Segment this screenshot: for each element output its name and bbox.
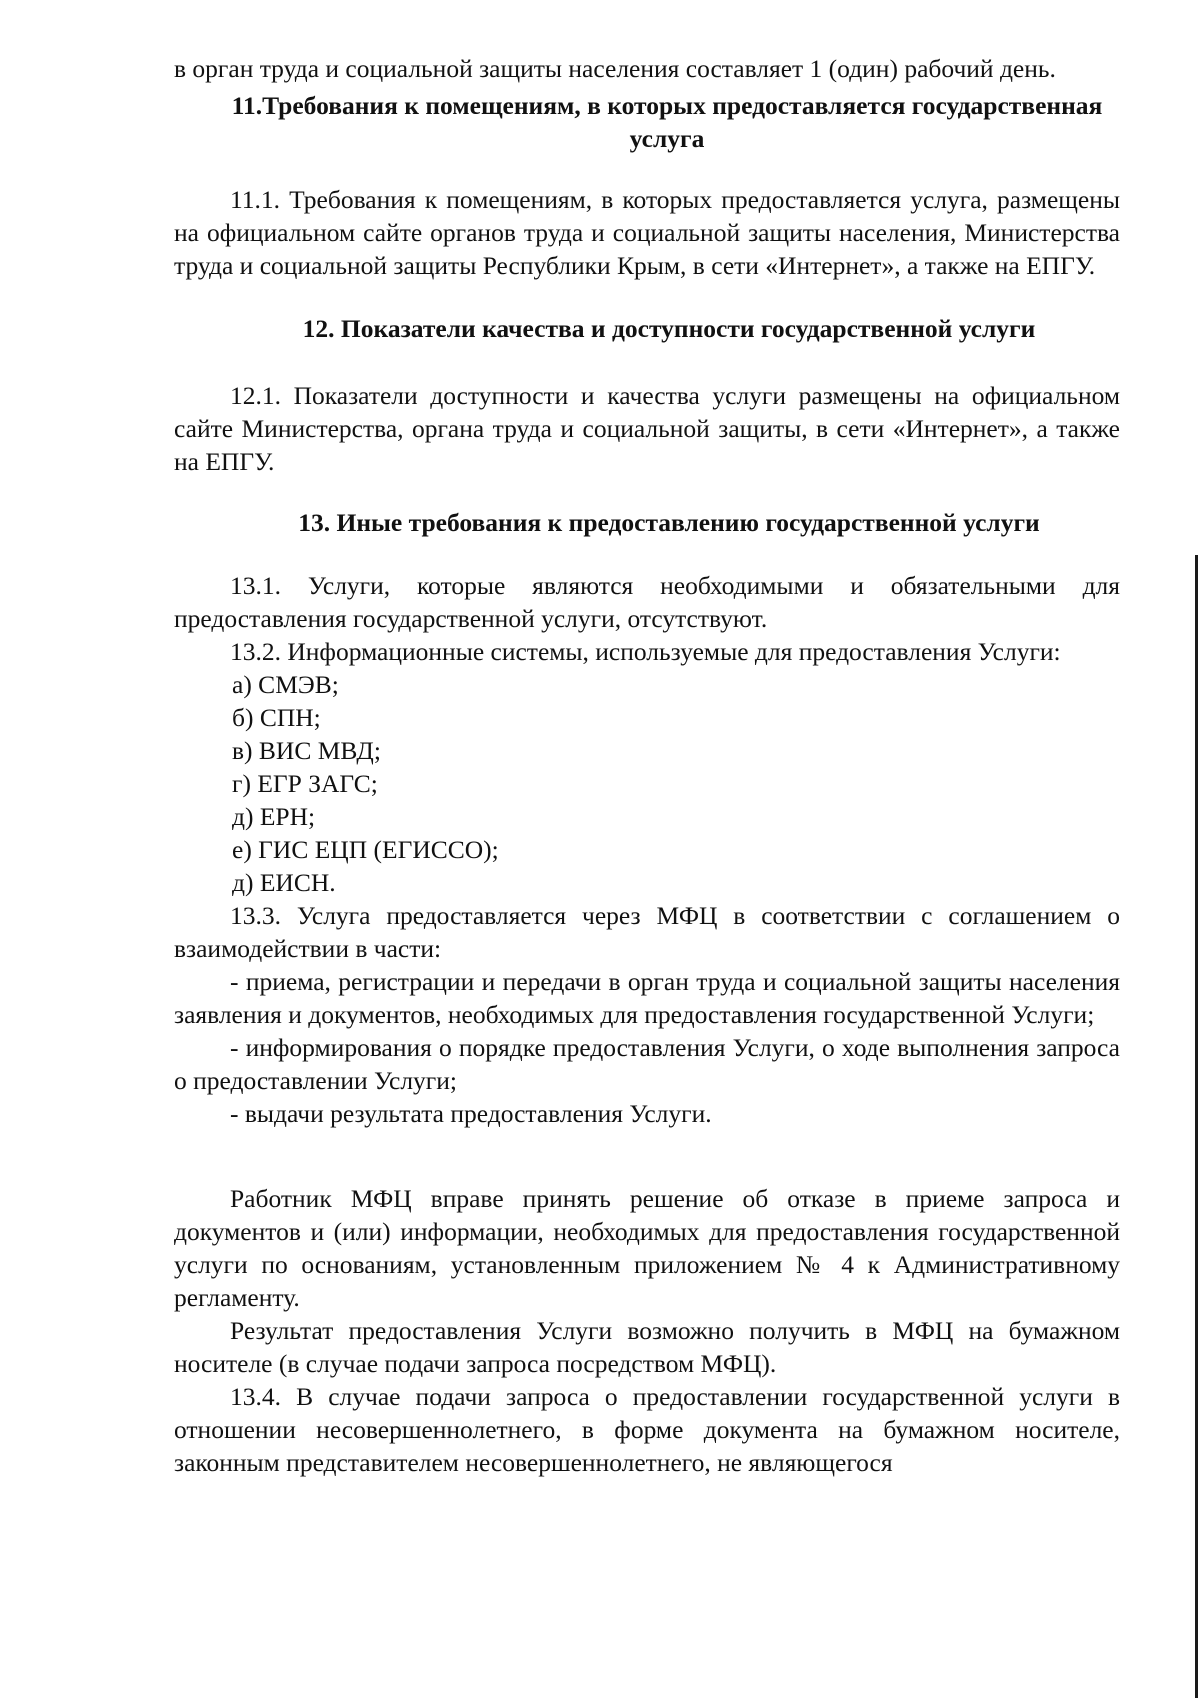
systems-list-item: д) ЕИСН.: [232, 868, 336, 897]
document-page: [174, 52, 1120, 1479]
systems-list-item: в) ВИС МВД;: [232, 736, 381, 765]
section-13-3-paragraph: 13.3. Услуга предоставляется через МФЦ в соответствии с соглашением о взаимодействии в части:: [174, 901, 1120, 963]
section-13-4-paragraph: 13.4. В случае подачи запроса о предоставлении государственной услуги в отношении несовершеннолетнего, в форме документа на бумажном носителе, законным представителем несовершеннолетнего, не являющегося: [174, 1382, 1120, 1477]
scan-edge-line: [1195, 555, 1198, 1698]
section-11-heading: 11.Требования к помещениям, в которых предоставляется государственная услуга: [231, 91, 1103, 153]
section-13-heading: 13. Иные требования к предоставлению государственной услуги: [298, 508, 1040, 537]
mfc-duty-inform: - информирования о порядке предоставления Услуги, о ходе выполнения запроса о предоставлении Услуги;: [174, 1033, 1120, 1095]
section-12-1-paragraph: 12.1. Показатели доступности и качества услуги размещены на официальном сайте Министерства, органа труда и социальной защиты, в сети «Интернет», а также на ЕПГУ.: [174, 381, 1120, 476]
mfc-result-paragraph: Результат предоставления Услуги возможно получить в МФЦ на бумажном носителе (в случае подачи запроса посредством МФЦ).: [174, 1316, 1120, 1378]
systems-list-item: а) СМЭВ;: [232, 670, 339, 699]
systems-list-item: г) ЕГР ЗАГС;: [232, 769, 378, 798]
mfc-duty-receipt: - приема, регистрации и передачи в орган труда и социальной защиты населения заявления и документов, необходимых для предоставления государственной Услуги;: [174, 967, 1120, 1029]
mfc-refusal-paragraph: Работник МФЦ вправе принять решение об отказе в приеме запроса и документов и (или) информации, необходимых для предоставления государственной услуги по основаниям, установленным приложением № 4 к Административному регламенту.: [174, 1184, 1120, 1312]
intro-paragraph: в орган труда и социальной защиты населения составляет 1 (один) рабочий день.: [174, 54, 1056, 83]
systems-list-item: е) ГИС ЕЦП (ЕГИССО);: [232, 835, 499, 864]
section-13-2-paragraph: 13.2. Информационные системы, используемые для предоставления Услуги:: [230, 637, 1061, 666]
mfc-duty-issue: - выдачи результата предоставления Услуги.: [230, 1099, 712, 1128]
section-13-1-paragraph: 13.1. Услуги, которые являются необходимыми и обязательными для предоставления государственной услуги, отсутствуют.: [174, 571, 1120, 633]
section-12-heading: 12. Показатели качества и доступности государственной услуги: [302, 314, 1036, 343]
section-11-1-paragraph: 11.1. Требования к помещениям, в которых предоставляется услуга, размещены на официальном сайте органов труда и социальной защиты населения, Министерства труда и социальной защиты Республики Крым, в сети «Интернет», а также на ЕПГУ.: [174, 185, 1120, 280]
systems-list-item: б) СПН;: [232, 703, 321, 732]
systems-list-item: д) ЕРН;: [232, 802, 316, 831]
